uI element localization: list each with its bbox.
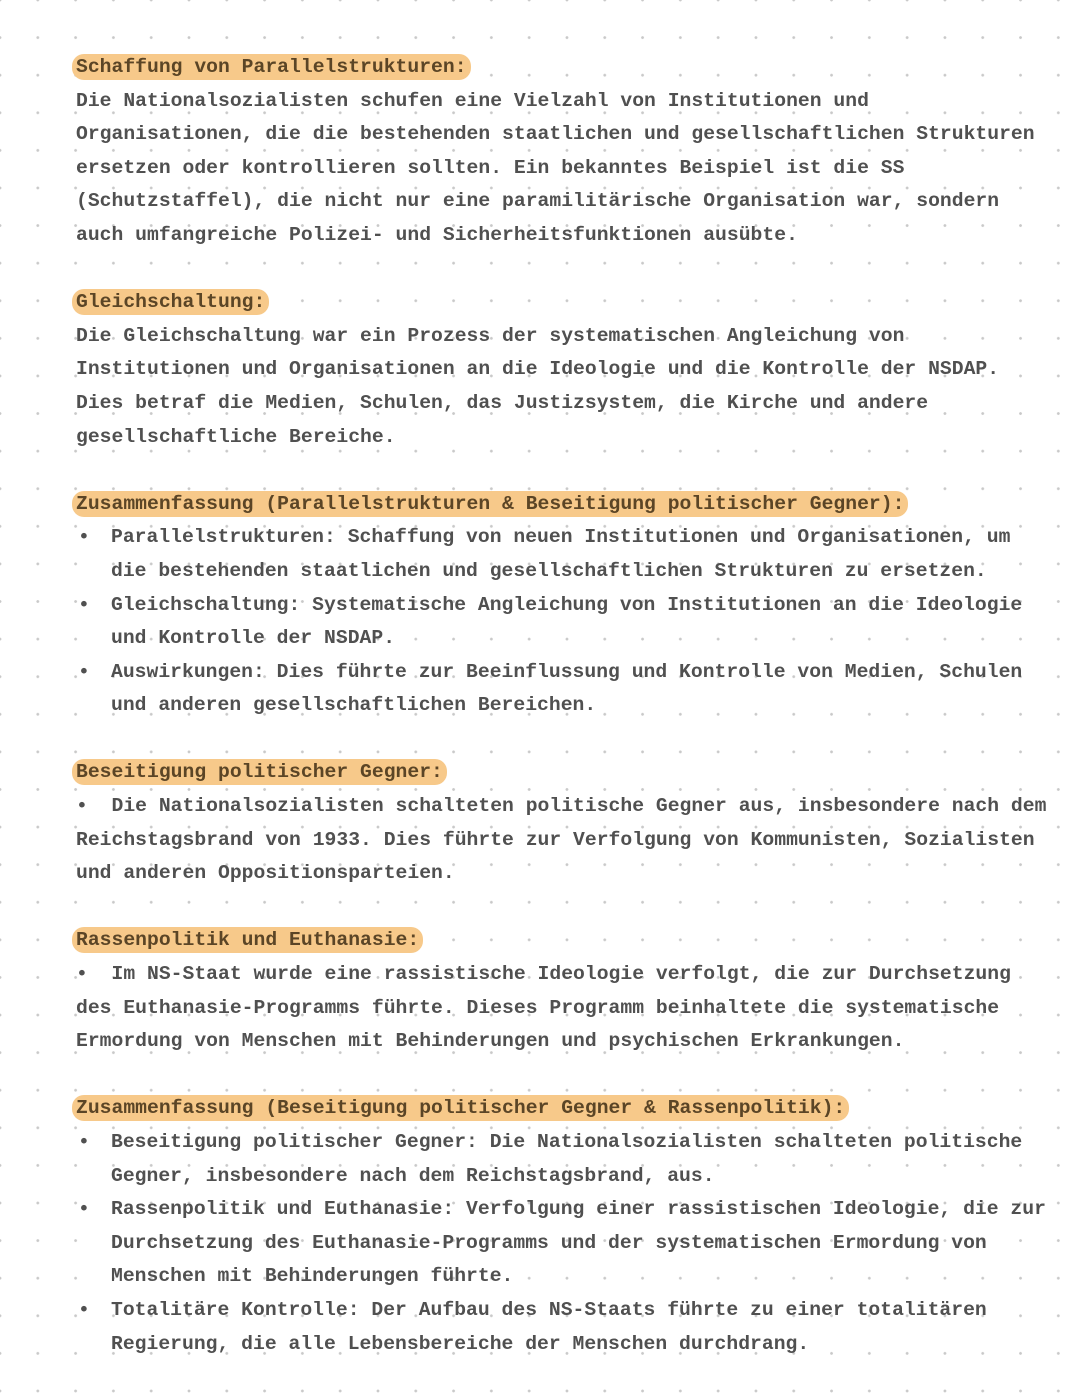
bullet-text: Rassenpolitik und Euthanasie: Verfolgung einer rassistischen Ideologie, die zur [111,1198,1046,1221]
bullet-line [76,1328,1056,1362]
bullet-line [76,1193,1056,1227]
bullet-line [76,1227,1056,1261]
paragraph-line: auch umfangreiche Polizei- und Sicherheitsfunktionen ausübte. [76,223,798,246]
bullet-text: Gegner, insbesondere nach dem Reichstagsbrand, aus. [111,1164,715,1187]
spacer [76,253,1056,287]
section-heading [76,488,1056,522]
bullet-line [76,589,1056,623]
paragraph-line: Institutionen und Organisationen an die Ideologie und die Kontrolle der NSDAP. [76,358,1000,381]
paragraph-line: (Schutzstaffel), die nicht nur eine paramilitärische Organisation war, sondern [76,190,1000,213]
bullet-line [76,622,1056,656]
bullet-text: Auswirkungen: Dies führte zur Beeinflussung und Kontrolle von Medien, Schulen [111,660,1023,683]
paragraph-line: Die Gleichschaltung war ein Prozess der systematischen Angleichung von [76,324,905,347]
bullet-line [76,1126,1056,1160]
highlighted-heading: Zusammenfassung (Beseitigung politischer Gegner & Rassenpolitik): [72,1095,849,1121]
paragraph-line: Dies betraf die Medien, Schulen, das Justizsystem, die Kirche und andere [76,391,929,414]
bullet-text: Menschen mit Behinderungen führte. [111,1265,514,1288]
paragraph-line: gesellschaftliche Bereiche. [76,425,396,448]
bullet-line [76,1260,1056,1294]
spacer [76,723,1056,757]
bullet-icon: • [78,1298,90,1321]
highlighted-heading: Rassenpolitik und Euthanasie: [72,927,423,953]
bullet-text: die bestehenden staatlichen und gesellschaftlichen Strukturen zu ersetzen. [111,559,987,582]
bullet-text: und anderen gesellschaftlichen Bereichen. [111,694,597,717]
bullet-icon: • [78,1198,90,1221]
section-heading [76,286,1056,320]
bullet-icon: • [78,593,90,616]
section-heading [76,756,1056,790]
bullet-text: Parallelstrukturen: Schaffung von neuen Institutionen und Organisationen, um [111,526,1011,549]
highlighted-heading: Schaffung von Parallelstrukturen: [72,54,471,80]
section-heading [76,924,1056,958]
bullet-icon: • [78,1131,90,1153]
highlighted-heading: Gleichschaltung: [72,289,269,315]
bullet-text: Totalitäre Kontrolle: Der Aufbau des NS-Staats führte zu einer totalitären [111,1298,987,1321]
spacer [76,1059,1056,1093]
bullet-text: Beseitigung politischer Gegner: Die Nationalsozialisten schalteten politische [111,1131,1023,1153]
bullet-line [76,1160,1056,1194]
bullet-line [76,1294,1056,1328]
highlighted-heading: Zusammenfassung (Parallelstrukturen & Beseitigung politischer Gegner): [72,491,908,517]
paragraph-line: des Euthanasie-Programms führte. Dieses Programm beinhaltete die systematische [76,996,1000,1019]
bullet-line [76,555,1056,589]
spacer [76,454,1056,488]
paragraph-line: • Die Nationalsozialisten schalteten politische Gegner aus, insbesondere nach dem [76,795,1047,818]
paragraph-line: Reichstagsbrand von 1933. Dies führte zur Verfolgung von Kommunisten, Sozialisten [76,828,1035,851]
paragraph-line: ersetzen oder kontrollieren sollten. Ein bekanntes Beispiel ist die SS [76,156,905,179]
bullet-line [76,689,1056,723]
paragraph-line: Ermordung von Menschen mit Behinderungen und psychischen Erkrankungen. [76,1030,905,1053]
bullet-text: und Kontrolle der NSDAP. [111,627,396,650]
document [76,51,1056,1361]
section-heading [76,51,1056,85]
highlighted-heading: Beseitigung politischer Gegner: [72,759,447,785]
paragraph-line: Organisationen, die die bestehenden staatlichen und gesellschaftlichen Strukturen [76,123,1035,146]
bullet-text: Regierung, die alle Lebensbereiche der Menschen durchdrang. [111,1332,810,1355]
bullet-text: Gleichschaltung: Systematische Angleichung von Institutionen an die Ideologie [111,593,1023,616]
bullet-line [76,521,1056,555]
section-heading [76,1092,1056,1126]
bullet-icon: • [78,526,90,549]
bullet-text: Durchsetzung des Euthanasie-Programms und der systematischen Ermordung von [111,1231,987,1254]
paragraph-line: • Im NS-Staat wurde eine rassistische Ideologie verfolgt, die zur Durchsetzung [76,963,1011,986]
paragraph-line: Die Nationalsozialisten schufen eine Vielzahl von Institutionen und [76,89,869,112]
bullet-icon: • [78,660,90,683]
spacer [76,891,1056,925]
bullet-line [76,656,1056,690]
paragraph-line: und anderen Oppositionsparteien. [76,862,455,885]
